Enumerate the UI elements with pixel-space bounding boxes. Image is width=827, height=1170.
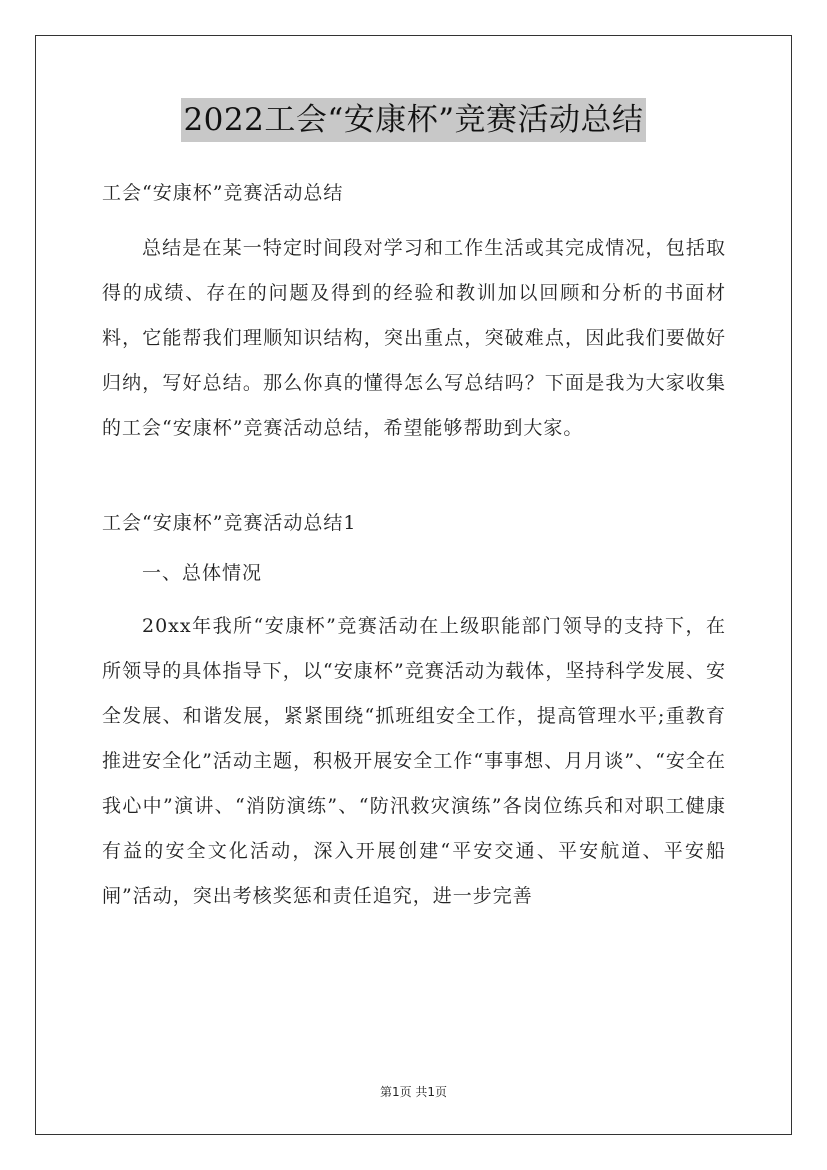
section-subheading: 一、总体情况: [142, 562, 263, 584]
document-body: [102, 173, 726, 919]
section-paragraph: 20xx年我所“安康杯”竞赛活动在上级职能部门领导的支持下，在所领导的具体指导下，以“安康杯”竞赛活动为载体，坚持科学发展、安全发展、和谐发展，紧紧围绕“抓班组安全工作，提高管理水平;重教育推进安全化”活动主题，积极开展安全工作“事事想、月月谈”、“安全在我心中”演讲、“消防演练”、“防汛救灾演练”各岗位练兵和对职工健康有益的安全文化活动，深入开展创建“平安交通、平安航道、平安船闸”活动，突出考核奖惩和责任追究，进一步完善: [102, 615, 726, 907]
title-container: [0, 98, 827, 142]
subtitle: 工会“安康杯”竞赛活动总结: [102, 182, 344, 204]
intro-paragraph: 总结是在某一特定时间段对学习和工作生活或其完成情况，包括取得的成绩、存在的问题及得到的经验和教训加以回顾和分析的书面材料，它能帮我们理顺知识结构，突出重点，突破难点，因此我们要做好归纳，写好总结。那么你真的懂得怎么写总结吗？下面是我为大家收集的工会“安康杯”竞赛活动总结，希望能够帮助到大家。: [102, 237, 726, 439]
document-title: 2022工会“安康杯”竞赛活动总结: [181, 98, 645, 142]
page-footer: 第1页 共1页: [379, 1085, 448, 1099]
section-heading: 工会“安康杯”竞赛活动总结1: [102, 512, 357, 534]
